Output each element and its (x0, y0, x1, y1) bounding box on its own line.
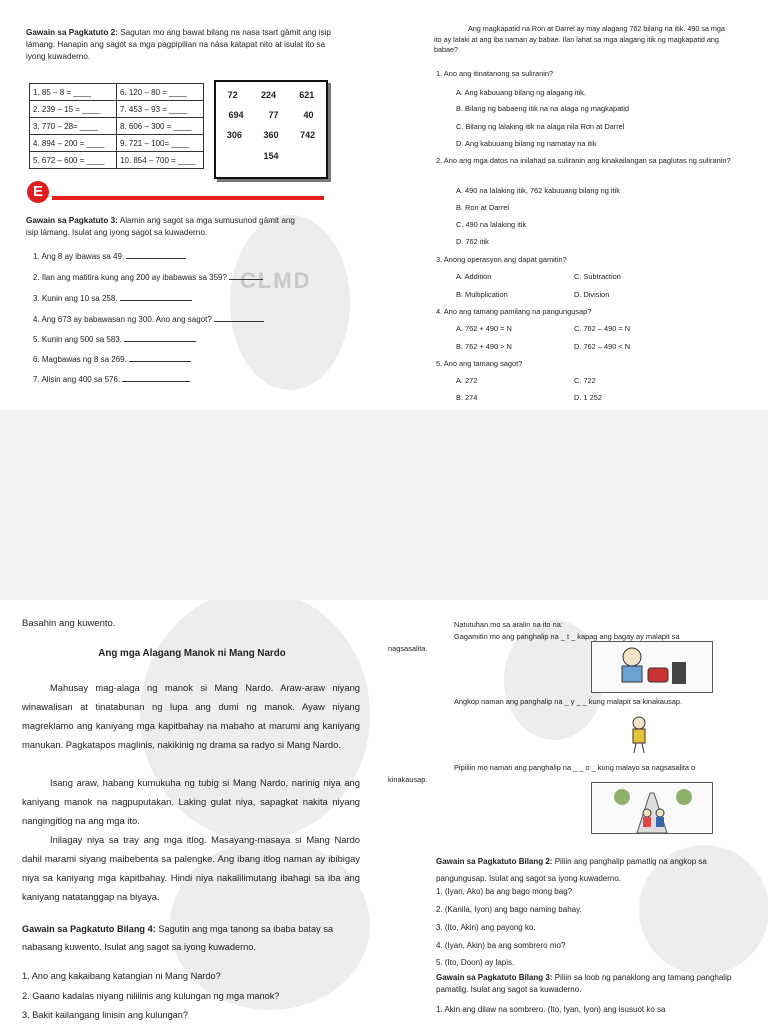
page-pronouns (384, 600, 768, 1024)
list-item: 2. Gaano kadalas niyang nililinis ang kulungan ng mga manok? (22, 991, 280, 1001)
choice-number: 77 (268, 110, 279, 120)
list-item (33, 334, 196, 345)
table-row (30, 135, 204, 152)
table-cell: 7. 453 – 93 = ____ (117, 101, 204, 118)
option: B. Ron at Darrel (456, 203, 509, 212)
watermark-text: CLMD (240, 268, 312, 293)
item-text: 3. Kunin ang 10 sa 258. (33, 294, 118, 303)
list-item (33, 374, 190, 385)
item-text: 2. Ilan ang matitira kung ang 200 ay ibabawas sa 359? (33, 273, 227, 282)
option: B. 762 + 490 > N (456, 342, 512, 351)
learned-heading: Natutuhan mo sa aralin na ito na: (454, 620, 563, 629)
story-paragraph: Isang araw, habang kumukuha ng tubig si Mang Nardo, narinig niya ang kaniyang manok na nagpuputakan. Laking gulat niya, sapagkat nakita niyang nangingitlog na ang mga ito. (22, 777, 360, 826)
table-cell: 4. 894 – 200 = ____ (30, 135, 117, 152)
answer-choices-box (214, 80, 328, 179)
choice-number: 40 (303, 110, 314, 120)
boy-with-bag-image (591, 641, 713, 693)
option: A. Ang kabuuang bilang ng alagang itik. (456, 88, 586, 97)
section-badge: E (27, 181, 49, 203)
activity-2-text: Piliin ang panghalip pamatlig na angkop sa pangungusap. Isulat ang sagot sa iyong kuwaderno. (436, 857, 707, 883)
list-item: 3. Bakit kailangang linisin ang kulungan? (22, 1010, 189, 1020)
table-cell: 1. 85 – 8 = ____ (30, 84, 117, 101)
list-item (33, 354, 191, 365)
item-text: 1. Ang 8 ay ibawas sa 49. (33, 252, 125, 261)
option: C. Subtraction (574, 272, 621, 281)
option: C. 722 (574, 376, 596, 385)
answer-blank (122, 381, 190, 382)
item-text: 4. Ang 673 ay babawasan ng 300. Ano ang sagot? (33, 315, 212, 324)
activity-3-text: Alamin ang sagot sa mga sumusunod gāmit ang isip lámang. Isulat ang iyong sagot sa kuwaderno. (26, 216, 295, 237)
table-cell: 9. 721 – 100= ____ (117, 135, 204, 152)
watermark-seal (230, 215, 350, 390)
choice-number: 694 (228, 110, 244, 120)
answer-blank (126, 258, 186, 259)
activity-3-title: Gawain sa Pagkatuto 3: (26, 216, 118, 225)
question-3: 3. Anong operasyon ang dapat gamitin? (436, 255, 567, 264)
item-text: 5. Kunin ang 500 sa 583. (33, 335, 122, 344)
answer-blank (120, 300, 192, 301)
activity-2-title: Gawain sa Pagkatuto Bilang 2: (436, 857, 553, 866)
item-text: 6. Magbawas ng 8 sa 269. (33, 355, 127, 364)
question-5: 5. Ano ang tamang sagot? (436, 359, 523, 368)
page-activity-2-3 (0, 0, 384, 410)
activity-3-text: Piliin sa loob ng panaklong ang tamang panghalip pamatlig. Isulat ang sagot sa kuwaderno. (436, 973, 732, 994)
item-text: 7. Alisin ang 400 sa 576. (33, 375, 121, 384)
table-cell: 3. 770 – 28= ____ (30, 118, 117, 135)
list-item: 4. (Iyan, Akin) ba ang sombrero mo? (436, 941, 566, 950)
table-cell: 10. 854 – 700 = ____ (117, 152, 204, 169)
table-row (30, 101, 204, 118)
activity-2-instructions (26, 27, 336, 63)
table-row (30, 118, 204, 135)
table-cell: 8. 606 – 300 = ____ (117, 118, 204, 135)
choice-number: 224 (260, 90, 276, 100)
choice-number: 306 (226, 130, 242, 140)
table-cell: 2. 239 – 15 = ____ (30, 101, 117, 118)
answer-blank (124, 341, 196, 342)
list-item: 1. Ano ang kakaibang katangian ni Mang Nardo? (22, 971, 221, 981)
list-item (33, 314, 264, 325)
choice-number: 72 (227, 90, 238, 100)
list-item (33, 251, 186, 262)
activity-4-title: Gawain sa Pagkatuto Bilang 4: (22, 924, 156, 934)
option: D. Ang kabuuang bilang ng namatay na itik (456, 139, 597, 148)
choice-number: 621 (299, 90, 315, 100)
list-item: 2. (Kanila, Iyon) ang bago naming bahay. (436, 905, 582, 914)
choice-number: 742 (300, 130, 316, 140)
list-item (33, 293, 192, 304)
boy-image (614, 715, 664, 755)
activity-3-instructions (436, 972, 756, 996)
option: A. 272 (456, 376, 478, 385)
story-paragraph: Mahusay mag-alaga ng manok si Mang Nardo. Araw-araw niyang winawalisan at tinatabunan ng lupa ang dumi ng manok. Ayaw niyang magreklamo ang kaniyang mga kapitbahay na mabaho at marumi ang kaniyang manukan. Pagkatapos maglinis, nakikinig ng drama sa radyo si Mang Nardo. (22, 682, 360, 750)
option: C. 490 na lalaking itik (456, 220, 527, 229)
activity-2-instructions (436, 853, 756, 887)
learned-point: Angkop naman ang panghalip na _ y _ _ kung malapit sa kinakausap. (454, 697, 683, 706)
page-story (0, 600, 384, 1024)
option: D. Division (574, 290, 610, 299)
option: D. 762 itik (456, 237, 489, 246)
list-item: 1. Akin ang dilaw na sombrero. (Ito, Iyan, Iyon) ang isusuot ko sa (436, 1005, 666, 1014)
option: C. Bilang ng lalaking itik na alaga nila Ron at Darrel (456, 122, 625, 131)
choice-number: 360 (263, 130, 279, 140)
option: A. Addition (456, 272, 492, 281)
list-item: 5. (Ito, Doon) ay lapis. (436, 958, 515, 967)
activity-3-title: Gawain sa Pagkatuto Bilang 3: (436, 973, 553, 982)
option: B. Multiplication (456, 290, 508, 299)
choice-number: 154 (263, 151, 279, 161)
question-1: 1. Ano ang itinatanong sa suliranin? (436, 69, 554, 78)
option: A. 762 + 490 = N (456, 324, 512, 333)
answer-blank (214, 321, 264, 322)
learned-point: Gagamitin mo ang panghalip na _ t _ kapag ang bagay ay malapit sa nagsasalita. (388, 632, 680, 653)
option: A. 490 na lalaking itik, 762 kabuuang bilang ng itik (456, 186, 620, 195)
kids-on-road-image (591, 782, 713, 834)
learned-point: Pipiliin mo naman ang panghalip na _ _ o _ kung malayo sa nagsasalita o kinakausap. (388, 763, 696, 784)
subtraction-table (29, 83, 204, 169)
story-title: Ang mga Alagang Manok ni Mang Nardo (98, 648, 286, 659)
option: D. 1 252 (574, 393, 602, 402)
answer-blank (129, 361, 191, 362)
option: D. 762 – 490 < N (574, 342, 631, 351)
list-item: 1. (Iyan, Ako) ba ang bago mong bag? (436, 887, 573, 896)
story-paragraph: Inilagay niya sa tray ang mga itlog. Masayang-masaya si Mang Nardo dahil marami siyang maibebenta sa palengke. Ang ibang itlog naman ay ibibigay niya sa kaniyang mga kapitbahay. Hindi niya nakalilimutang ibahagi sa iba ang kaniyang natatanggap na biyaya. (22, 834, 360, 902)
table-row (30, 152, 204, 169)
answer-blank (229, 279, 263, 280)
activity-2-title: Gawain sa Pagkatuto 2: (26, 28, 118, 37)
activity-2-text: Sagutan mo ang bawat bilang na nasa tsart gāmit ang isip lámang. Hanapin ang sagot sa mga pagpipilian na nása katapat nito at isulat ito sa iyong kuwaderno. (26, 28, 331, 61)
read-instruction: Basahin ang kuwento. (22, 618, 116, 629)
list-item (33, 272, 263, 283)
word-problem: Ang magkapatid na Ron at Darrel ay may alagang 762 bilang na itik. 490 sa mga ito ay lalaki at ang iba naman ay babae. Ilan lahat sa mga alagang itik ng magkapatid ang babae? (434, 24, 725, 54)
activity-4-instructions (22, 920, 360, 956)
option: B. Bilang ng babaeng itik na na alaga ng magkapatid (456, 104, 629, 113)
activity-4-text: Sagutin ang mga tanong sa ibaba batay sa nabasang kuwento. Isulat ang sagot sa iyong kuwaderno. (22, 924, 334, 952)
section-divider (52, 196, 324, 200)
option: C. 762 – 490 = N (574, 324, 631, 333)
question-4: 4. Ano ang tamang pamilang na pangungusap? (436, 307, 592, 316)
question-2: 2. Ano ang mga datos na inilahad sa suliranin ang kinakailangan sa paglutas ng suliranin? (436, 156, 731, 165)
activity-3-instructions (26, 215, 296, 239)
table-row (30, 84, 204, 101)
option: B. 274 (456, 393, 478, 402)
table-cell: 5. 672 – 600 = ____ (30, 152, 117, 169)
table-cell: 6. 120 – 80 = ____ (117, 84, 204, 101)
list-item: 3. (Ito, Akin) ang payong ko. (436, 923, 536, 932)
page-word-problem (384, 0, 768, 410)
